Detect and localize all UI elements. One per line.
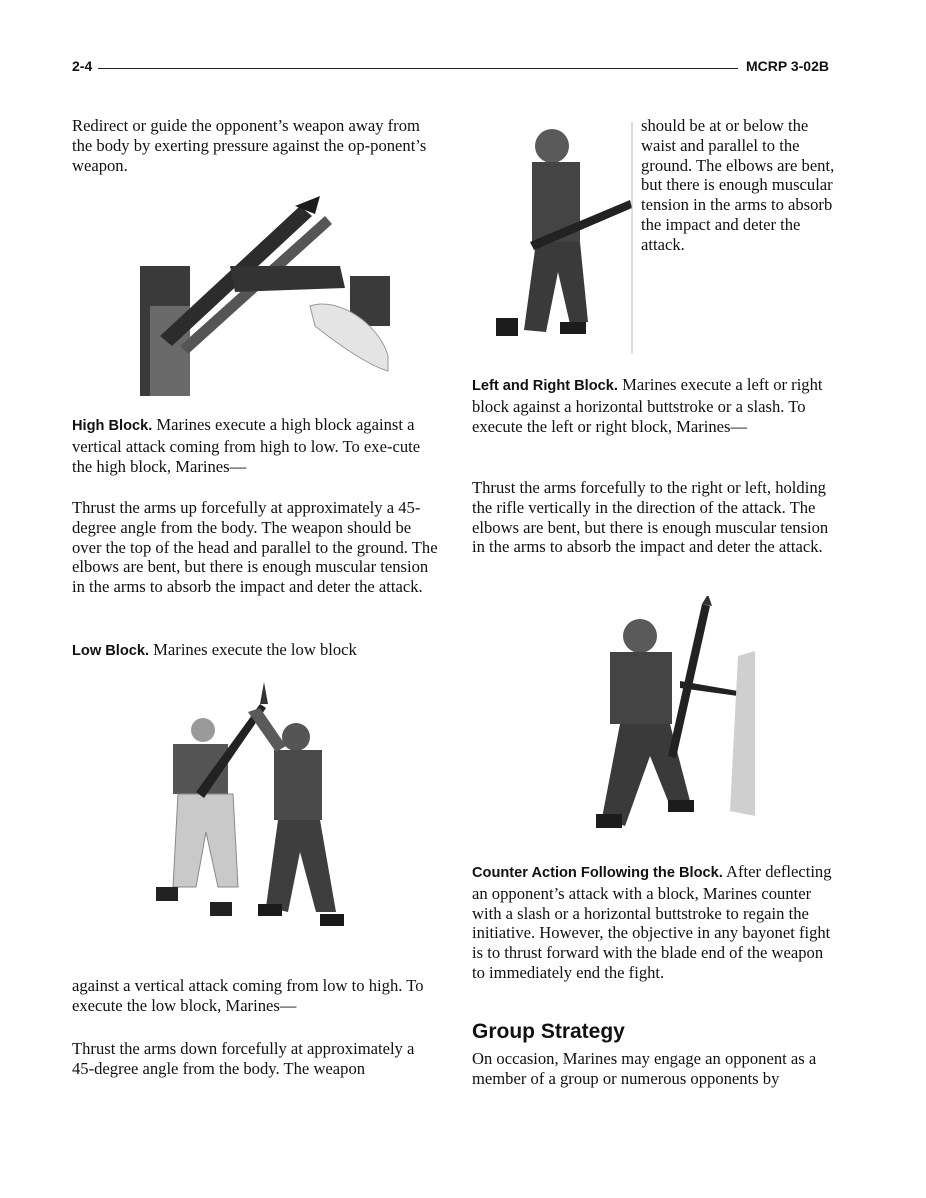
counter-action-paragraph bbox=[472, 862, 840, 983]
photo-low-block-stance bbox=[490, 122, 635, 354]
left-right-block-steps: Thrust the arms forcefully to the right or left, holding the rifle vertically in the direction of the attack. The elbows are bent, but there is enough muscular tension in the arms to absorb the impact and deter the attack. bbox=[472, 478, 829, 557]
left-right-block-text: Marines execute a left or right block against a horizontal buttstroke or a slash. To execute the left or right block, Marines— bbox=[472, 375, 823, 436]
high-block-paragraph bbox=[72, 415, 440, 476]
high-block-heading: High Block. bbox=[72, 418, 153, 434]
left-right-block-paragraph bbox=[472, 375, 840, 436]
low-block-paragraph bbox=[72, 640, 440, 662]
header-rule bbox=[98, 68, 738, 69]
low-block-text: Marines execute the low block bbox=[149, 640, 357, 659]
publication-id: MCRP 3-02B bbox=[746, 58, 829, 74]
low-block-continued-right: should be at or below the waist and parallel to the ground. The elbows are bent, but there is enough muscular tension in the arms to absorb the impact and deter the attack. bbox=[641, 116, 835, 254]
left-right-block-heading: Left and Right Block. bbox=[472, 378, 618, 394]
counter-action-text: After deflecting an opponent’s attack with a block, Marines counter with a slash or a horizontal buttstroke to regain the initiative. However, the objective in any bayonet fight is to thrust forward with the blade end of the weapon to immediately end the fight. bbox=[472, 862, 832, 982]
low-block-continued: against a vertical attack coming from low to high. To execute the low block, Marines— bbox=[72, 976, 424, 1015]
photo-weapon-blocking-closeup bbox=[140, 196, 390, 396]
group-strategy-heading: Group Strategy bbox=[472, 1020, 625, 1043]
low-block-heading: Low Block. bbox=[72, 643, 150, 659]
intro-paragraph: Redirect or guide the opponent’s weapon away from the body by exerting pressure against the op-ponent’s weapon. bbox=[72, 116, 427, 175]
low-block-steps: Thrust the arms down forcefully at approximately a 45-degree angle from the body. The weapon bbox=[72, 1039, 415, 1078]
high-block-text: Marines execute a high block against a vertical attack coming from high to low. To exe-cute the high block, Marines— bbox=[72, 415, 421, 476]
page-number: 2-4 bbox=[72, 58, 93, 74]
high-block-steps: Thrust the arms up forcefully at approximately a 45-degree angle from the body. The weapon should be over the top of the head and parallel to the ground. The elbows are bent, but there is enough muscular tension in the arms to absorb the impact and deter the attack. bbox=[72, 498, 438, 597]
group-strategy-paragraph: On occasion, Marines may engage an opponent as a member of a group or numerous opponents by bbox=[472, 1049, 817, 1088]
photo-low-block bbox=[148, 682, 358, 944]
photo-left-right-block bbox=[590, 596, 755, 836]
counter-action-heading: Counter Action Following the Block. bbox=[472, 865, 723, 881]
